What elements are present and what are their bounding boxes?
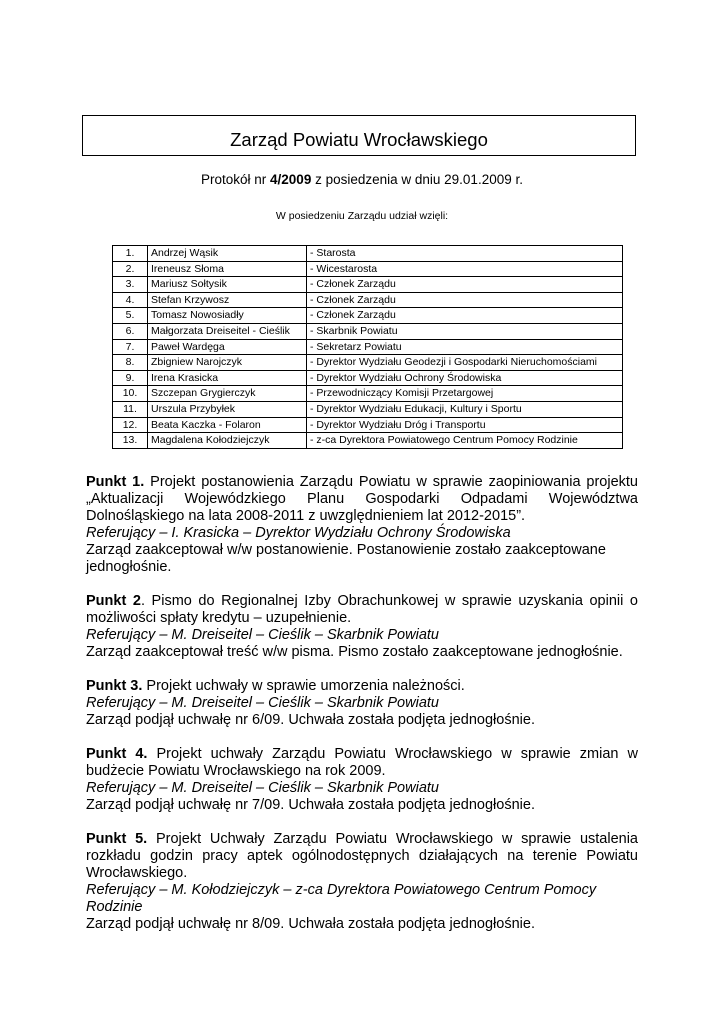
point-body bbox=[86, 678, 638, 695]
point-decision: Zarząd zaakceptował treść w/w pisma. Pismo zostało zaakceptowane jednogłośnie. bbox=[86, 644, 623, 660]
member-role: - Sekretarz Powiatu bbox=[307, 339, 623, 355]
member-name: Andrzej Wąsik bbox=[148, 246, 307, 262]
table-row bbox=[113, 386, 623, 402]
point-text: Projekt Uchwały Zarządu Powiatu Wrocławskiego w sprawie ustalenia rozkładu godzin pracy aptek ogólnodostępnych działających na terenie Powiatu Wrocławskiego. bbox=[86, 831, 638, 881]
member-name: Irena Krasicka bbox=[148, 370, 307, 386]
member-name: Beata Kaczka - Folaron bbox=[148, 417, 307, 433]
point-decision: Zarząd zaakceptował w/w postanowienie. Postanowienie zostało zaakceptowane jednogłośnie. bbox=[86, 542, 606, 575]
point-body bbox=[86, 474, 638, 525]
table-row bbox=[113, 261, 623, 277]
member-role: - Członek Zarządu bbox=[307, 308, 623, 324]
member-name: Ireneusz Słoma bbox=[148, 261, 307, 277]
point-referent: Referujący – M. Dreiseitel – Cieślik – Skarbnik Powiatu bbox=[86, 780, 439, 796]
member-role: - Członek Zarządu bbox=[307, 292, 623, 308]
point-body bbox=[86, 746, 638, 780]
member-name: Zbigniew Narojczyk bbox=[148, 355, 307, 371]
table-row bbox=[113, 433, 623, 449]
point-decision: Zarząd podjął uchwałę nr 6/09. Uchwała została podjęta jednogłośnie. bbox=[86, 712, 535, 728]
point-referent: Referujący – M. Dreiseitel – Cieślik – Skarbnik Powiatu bbox=[86, 627, 439, 643]
member-number: 4. bbox=[113, 292, 148, 308]
member-name: Mariusz Sołtysik bbox=[148, 277, 307, 293]
agenda-point-3 bbox=[86, 678, 638, 729]
member-number: 1. bbox=[113, 246, 148, 262]
table-row bbox=[113, 246, 623, 262]
table-row bbox=[113, 323, 623, 339]
point-text: Projekt postanowienia Zarządu Powiatu w sprawie zaopiniowania projektu „Aktualizacji Wojewódzkiego Planu Gospodarki Odpadami Województwa Dolnośląskiego na lata 2008-2011 z uwzględnieniem lat 2012-2015”. bbox=[86, 474, 639, 524]
agenda-point-2 bbox=[86, 593, 638, 661]
member-number: 8. bbox=[113, 355, 148, 371]
agenda-point-4 bbox=[86, 746, 638, 814]
point-label: Punkt 4. bbox=[86, 746, 148, 762]
member-name: Paweł Wardęga bbox=[148, 339, 307, 355]
member-role: - Dyrektor Wydziału Dróg i Transportu bbox=[307, 417, 623, 433]
point-body bbox=[86, 831, 638, 882]
member-number: 3. bbox=[113, 277, 148, 293]
member-name: Magdalena Kołodziejczyk bbox=[148, 433, 307, 449]
point-label: Punkt 5. bbox=[86, 831, 148, 847]
table-row bbox=[113, 370, 623, 386]
point-decision: Zarząd podjął uchwałę nr 7/09. Uchwała została podjęta jednogłośnie. bbox=[86, 797, 535, 813]
agenda-point-5 bbox=[86, 831, 638, 933]
member-role: - Skarbnik Powiatu bbox=[307, 323, 623, 339]
point-body bbox=[86, 593, 638, 627]
protocol-prefix: Protokół nr bbox=[201, 172, 271, 187]
member-name: Tomasz Nowosiadły bbox=[148, 308, 307, 324]
point-referent: Referujący – M. Dreiseitel – Cieślik – Skarbnik Powiatu bbox=[86, 695, 439, 711]
participants-intro: W posiedzeniu Zarządu udział wzięli: bbox=[275, 210, 449, 222]
table-row bbox=[113, 308, 623, 324]
document-title-box bbox=[82, 115, 636, 156]
member-role: - z-ca Dyrektora Powiatowego Centrum Pomocy Rodzinie bbox=[307, 433, 623, 449]
member-number: 11. bbox=[113, 401, 148, 417]
point-label: Punkt 3. bbox=[86, 678, 143, 694]
member-role: - Wicestarosta bbox=[307, 261, 623, 277]
point-text: Projekt uchwały w sprawie umorzenia należności. bbox=[142, 678, 465, 694]
member-name: Małgorzata Dreiseitel - Cieślik bbox=[148, 323, 307, 339]
table-row bbox=[113, 355, 623, 371]
member-number: 12. bbox=[113, 417, 148, 433]
member-name: Stefan Krzywosz bbox=[148, 292, 307, 308]
protocol-number: 4/2009 bbox=[270, 172, 312, 187]
member-role: - Dyrektor Wydziału Ochrony Środowiska bbox=[307, 370, 623, 386]
point-decision: Zarząd podjął uchwałę nr 8/09. Uchwała została podjęta jednogłośnie. bbox=[86, 916, 535, 932]
protocol-suffix: z posiedzenia w dniu 29.01.2009 r. bbox=[311, 172, 523, 187]
agenda-point-1 bbox=[86, 474, 638, 576]
protocol-line bbox=[0, 172, 724, 187]
member-number: 9. bbox=[113, 370, 148, 386]
member-number: 7. bbox=[113, 339, 148, 355]
member-role: - Dyrektor Wydziału Geodezji i Gospodarki Nieruchomościami bbox=[307, 355, 623, 371]
table-row bbox=[113, 339, 623, 355]
point-referent: Referujący – M. Kołodziejczyk – z-ca Dyrektora Powiatowego Centrum Pomocy Rodzinie bbox=[86, 882, 597, 915]
members-table bbox=[112, 245, 623, 449]
table-row bbox=[113, 417, 623, 433]
member-number: 5. bbox=[113, 308, 148, 324]
table-row bbox=[113, 292, 623, 308]
member-name: Szczepan Grygierczyk bbox=[148, 386, 307, 402]
document-title: Zarząd Powiatu Wrocławskiego bbox=[230, 129, 488, 150]
point-label: Punkt 2 bbox=[86, 593, 141, 609]
member-name: Urszula Przybyłek bbox=[148, 401, 307, 417]
point-referent: Referujący – I. Krasicka – Dyrektor Wydziału Ochrony Środowiska bbox=[86, 525, 511, 541]
member-number: 2. bbox=[113, 261, 148, 277]
table-row bbox=[113, 277, 623, 293]
member-number: 13. bbox=[113, 433, 148, 449]
point-label: Punkt 1. bbox=[86, 474, 145, 490]
point-text: Projekt uchwały Zarządu Powiatu Wrocławskiego w sprawie zmian w budżecie Powiatu Wrocławskiego na rok 2009. bbox=[86, 746, 638, 779]
point-text: . Pismo do Regionalnej Izby Obrachunkowej w sprawie uzyskania opinii o możliwości spłaty kredytu – uzupełnienie. bbox=[86, 593, 638, 626]
member-role: - Dyrektor Wydziału Edukacji, Kultury i Sportu bbox=[307, 401, 623, 417]
member-number: 10. bbox=[113, 386, 148, 402]
member-number: 6. bbox=[113, 323, 148, 339]
member-role: - Członek Zarządu bbox=[307, 277, 623, 293]
table-row bbox=[113, 401, 623, 417]
member-role: - Starosta bbox=[307, 246, 623, 262]
agenda-points bbox=[86, 474, 638, 950]
member-role: - Przewodniczący Komisji Przetargowej bbox=[307, 386, 623, 402]
